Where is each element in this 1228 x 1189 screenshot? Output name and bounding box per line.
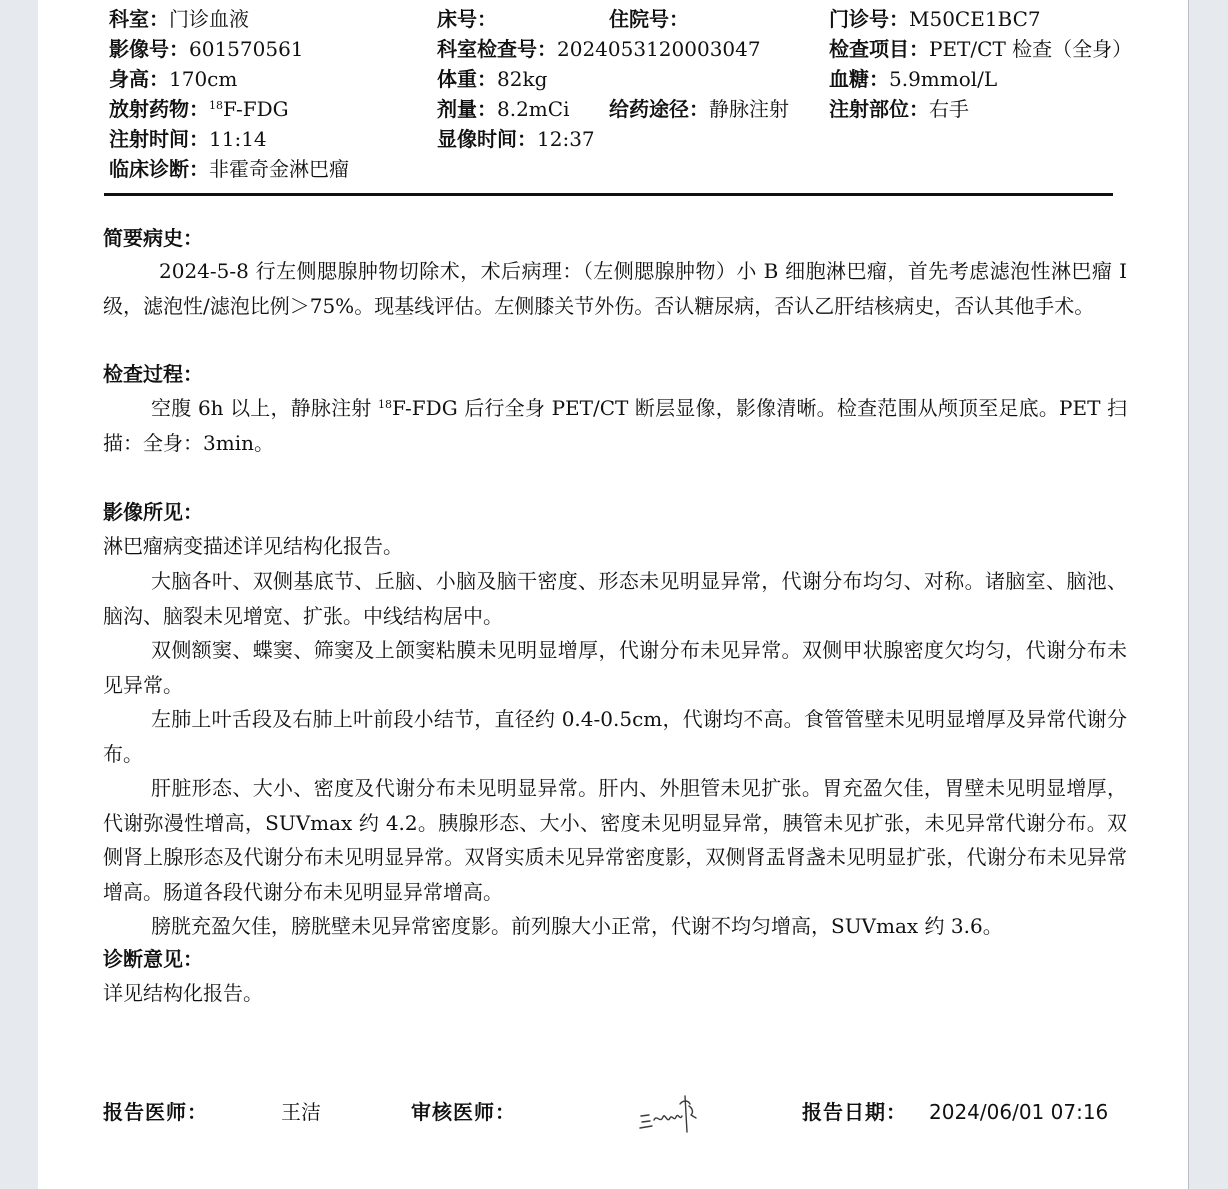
report-date: 2024/06/01 07:16 — [929, 1100, 1109, 1124]
glucose-value: 5.9mmol/L — [889, 67, 998, 91]
image-no-field — [109, 37, 304, 61]
exam-item-field — [829, 37, 1132, 61]
outpatient-field — [829, 7, 1041, 31]
diagnosis-value: 非霍奇金淋巴瘤 — [209, 157, 349, 181]
inpatient-label: 住院号： — [609, 7, 689, 31]
date-label: 报告日期： — [802, 1100, 907, 1124]
drug-value: F-FDG — [223, 97, 289, 121]
findings-lung: 左肺上叶舌段及右肺上叶前段小结节，直径约 0.4-0.5cm，代谢均不高。食管管壁未见明显增厚及异常代谢分布。 — [103, 707, 1127, 766]
height-value: 170cm — [169, 67, 238, 91]
route-field — [609, 97, 789, 121]
findings-title: 影像所见： — [103, 500, 203, 524]
procedure-title: 检查过程： — [103, 362, 203, 386]
dose-field — [437, 97, 569, 121]
dept-field — [109, 7, 249, 31]
weight-field — [437, 67, 547, 91]
image-time-field — [437, 127, 595, 151]
dept-label: 科室： — [109, 7, 169, 31]
history-title: 简要病史： — [103, 226, 203, 250]
page-edge — [1188, 0, 1189, 1189]
findings-intro: 淋巴瘤病变描述详见结构化报告。 — [103, 534, 403, 558]
header-divider — [104, 193, 1113, 196]
dose-label: 剂量： — [437, 97, 497, 121]
glucose-label: 血糖： — [829, 67, 889, 91]
site-field — [829, 97, 969, 121]
route-label: 给药途径： — [609, 97, 709, 121]
image-no-label: 影像号： — [109, 37, 189, 61]
history-text: 2024-5-8 行左侧腮腺肿物切除术，术后病理：（左侧腮腺肿物）小 B 细胞淋巴瘤，首先考虑滤泡性淋巴瘤 I 级，滤泡性/滤泡比例＞75%。现基线评估。左侧膝关节外伤。否认糖尿病，否认乙肝结核病史，否认其他手术。 — [103, 259, 1127, 318]
findings-sinus-thyroid: 双侧额窦、蝶窦、筛窦及上颌窦粘膜未见明显增厚，代谢分布未见异常。双侧甲状腺密度欠均匀，代谢分布未见异常。 — [103, 638, 1127, 697]
findings-abdomen: 肝脏形态、大小、密度及代谢分布未见明显异常。肝内、外胆管未见扩张。胃充盈欠佳，胃壁未见明显增厚，代谢弥漫性增高，SUVmax 约 4.2。胰腺形态、大小、密度未见明显异常，胰管未见扩张，未见异常代谢分布。双侧肾上腺形态及代谢分布未见明显异常。双肾实质未见异常密度影，双侧肾盂肾盏未见明显扩张，代谢分布未见异常增高。肠道各段代谢分布未见明显异常增高。 — [103, 776, 1127, 904]
inject-time-value: 11:14 — [209, 127, 267, 151]
height-field — [109, 67, 237, 91]
weight-label: 体重： — [437, 67, 497, 91]
image-time-label: 显像时间： — [437, 127, 537, 151]
findings-brain: 大脑各叶、双侧基底节、丘脑、小脑及脑干密度、形态未见明显异常，代谢分布均匀、对称。诸脑室、脑池、脑沟、脑裂未见增宽、扩张。中线结构居中。 — [103, 569, 1127, 628]
bed-label: 床号： — [437, 7, 497, 31]
findings-body — [103, 564, 1127, 944]
route-value: 静脉注射 — [709, 97, 789, 121]
conclusion-text: 详见结构化报告。 — [103, 981, 263, 1005]
image-time-value: 12:37 — [537, 127, 595, 151]
bed-field — [437, 7, 497, 31]
procedure-text — [103, 391, 1127, 460]
inpatient-field — [609, 7, 689, 31]
procedure-text-b: F-FDG 后行全身 PET/CT 断层显像，影像清晰。检查范围从颅顶至足底。PET 扫描：全身：3min。 — [103, 396, 1127, 455]
height-label: 身高： — [109, 67, 169, 91]
glucose-field — [829, 67, 997, 91]
outpatient-label: 门诊号： — [829, 7, 909, 31]
procedure-isotope-sup: 18 — [378, 398, 393, 411]
procedure-text-a: 空腹 6h 以上，静脉注射 — [151, 396, 379, 420]
inject-time-label: 注射时间： — [109, 127, 209, 151]
conclusion-title: 诊断意见： — [103, 947, 203, 971]
exam-item-label: 检查项目： — [829, 37, 929, 61]
reporter-label: 报告医师： — [103, 1100, 208, 1124]
reviewer-label: 审核医师： — [411, 1100, 516, 1124]
site-value: 右手 — [929, 97, 969, 121]
dept-exam-field — [437, 37, 761, 61]
image-no-value: 601570561 — [189, 37, 304, 61]
site-label: 注射部位： — [829, 97, 929, 121]
dept-exam-value: 2024053120003047 — [557, 37, 761, 61]
reviewer-signature — [636, 1088, 702, 1134]
date-field — [802, 1099, 907, 1125]
drug-field — [109, 97, 289, 121]
diagnosis-label: 临床诊断： — [109, 157, 209, 181]
drug-label: 放射药物： — [109, 97, 209, 121]
reporter-name: 王洁 — [281, 1100, 321, 1124]
reviewer-field — [411, 1099, 516, 1125]
findings-pelvis: 膀胱充盈欠佳，膀胱壁未见异常密度影。前列腺大小正常，代谢不均匀增高，SUVmax 约 3.6。 — [151, 914, 1003, 938]
exam-item-value: PET/CT 检查（全身） — [929, 37, 1133, 61]
dose-value: 8.2mCi — [497, 97, 570, 121]
diagnosis-field — [109, 157, 349, 181]
inject-time-field — [109, 127, 267, 151]
weight-value: 82kg — [497, 67, 548, 91]
reporter-field — [103, 1099, 208, 1125]
dept-value: 门诊血液 — [169, 7, 249, 31]
dept-exam-label: 科室检查号： — [437, 37, 557, 61]
outpatient-value: M50CE1BC7 — [909, 7, 1041, 31]
drug-isotope-sup: 18 — [209, 99, 223, 112]
